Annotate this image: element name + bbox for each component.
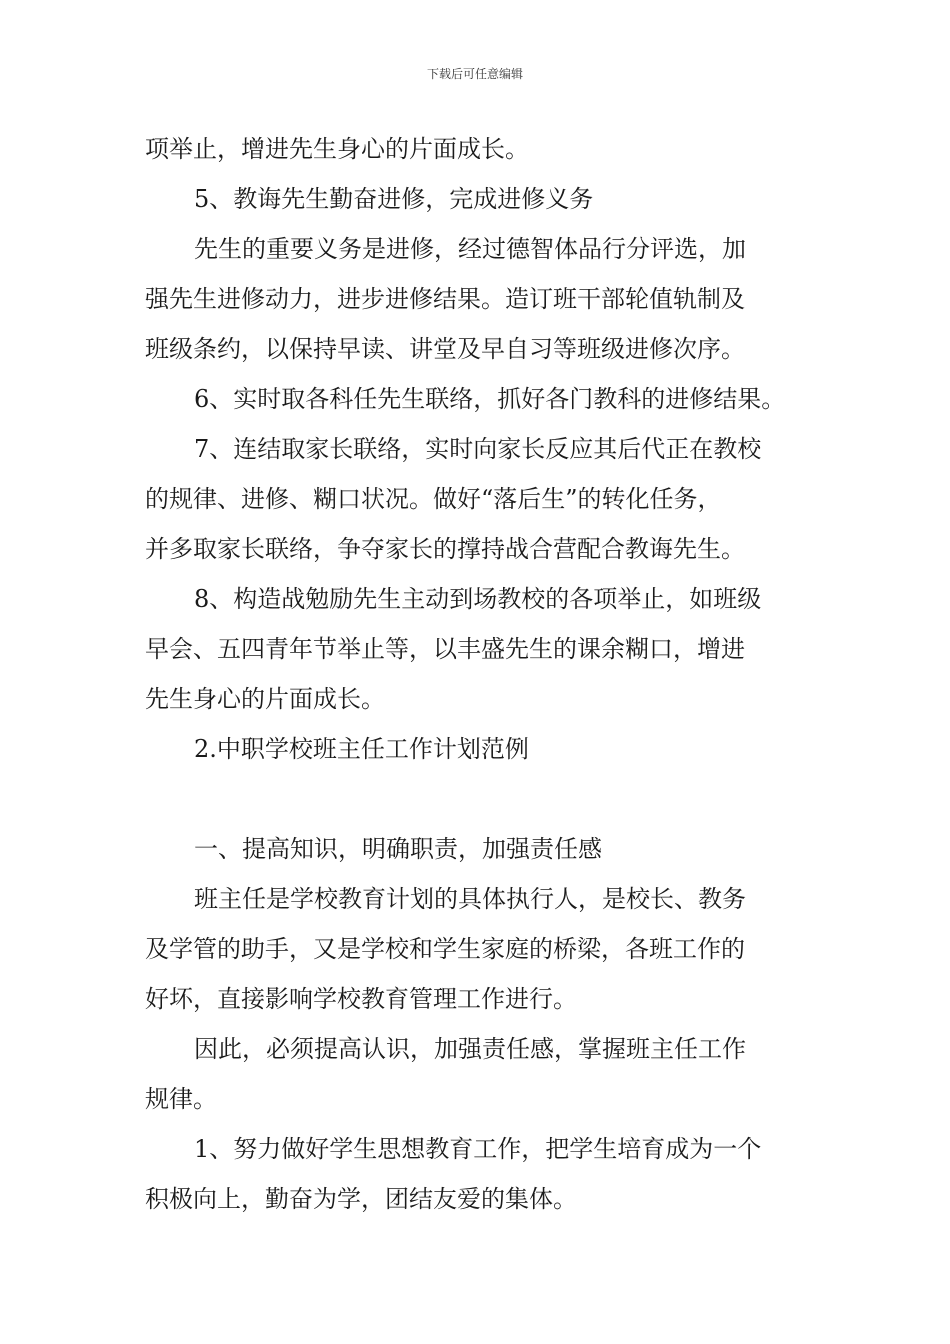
text-line: 规律。: [145, 1085, 217, 1113]
text-line: 好坏，直接影响学校教育管理工作进行。: [145, 985, 577, 1013]
paragraph-line: 班主任是学校教育计划的具体执行人，是校长、教务: [194, 885, 746, 913]
section-heading: 一、提高知识，明确职责，加强责任感: [194, 835, 602, 863]
text-line: 早会、五四青年节举止等，以丰盛先生的课余糊口，增进: [145, 635, 745, 663]
text-line: 积极向上，勤奋为学，团结友爱的集体。: [145, 1185, 577, 1213]
paragraph-line: 因此，必须提高认识，加强责任感，掌握班主任工作: [194, 1035, 746, 1063]
list-item-heading: 5、教诲先生勤奋进修，完成进修义务: [194, 185, 594, 213]
paragraph-line: 1、努力做好学生思想教育工作，把学生培育成为一个: [194, 1135, 762, 1163]
page-header: 下载后可任意编辑: [426, 67, 523, 81]
paragraph-line: 7、连结取家长联络，实时向家长反应其后代正在教校: [194, 435, 762, 463]
text-line: 先生身心的片面成长。: [145, 685, 385, 713]
list-item-heading: 6、实时取各科任先生联络，抓好各门教科的进修结果。: [194, 385, 786, 413]
paragraph-line: 8、构造战勉励先生主动到场教校的各项举止，如班级: [194, 585, 762, 613]
text-line: 班级条约，以保持早读、讲堂及早自习等班级进修次序。: [145, 335, 745, 363]
text-line: 并多取家长联络，争夺家长的撑持战合营配合教诲先生。: [145, 535, 745, 563]
text-line: 的规律、进修、糊口状况。做好“落后生”的转化任务，: [145, 485, 722, 513]
section-title: 2.中职学校班主任工作计划范例: [194, 735, 529, 763]
text-line: 强先生进修动力，进步进修结果。造订班干部轮值轨制及: [145, 285, 745, 313]
text-line: 及学管的助手，又是学校和学生家庭的桥梁，各班工作的: [145, 935, 745, 963]
paragraph-line: 先生的重要义务是进修，经过德智体品行分评选，加: [194, 235, 746, 263]
text-line: 项举止，增进先生身心的片面成长。: [145, 135, 529, 163]
